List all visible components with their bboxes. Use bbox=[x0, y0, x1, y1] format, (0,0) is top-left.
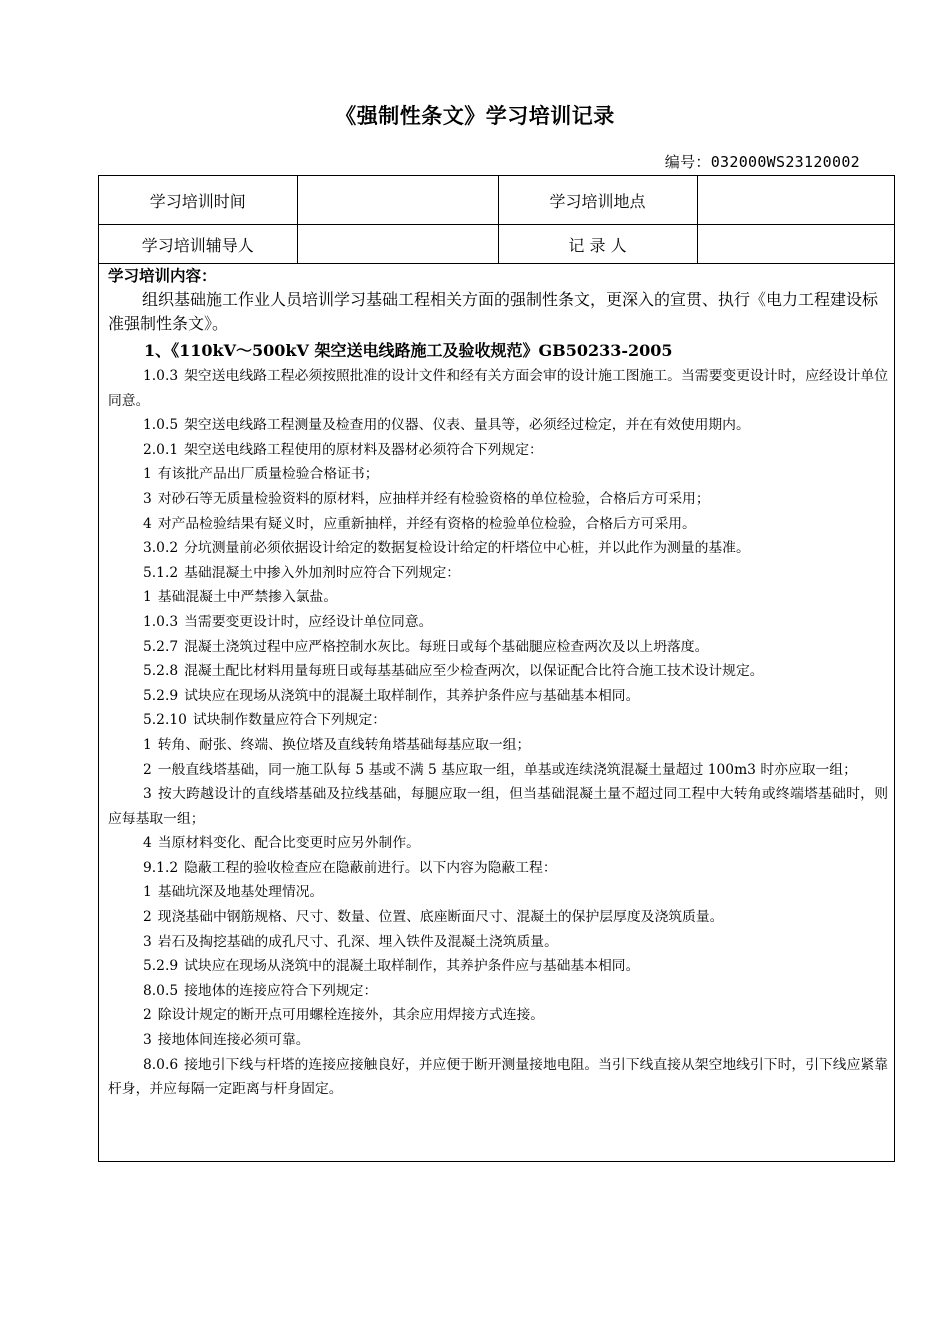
page-title: 《强制性条文》学习培训记录 bbox=[335, 103, 615, 128]
clause-item bbox=[108, 930, 888, 955]
clause-item bbox=[108, 708, 888, 733]
clause-number: 4 bbox=[143, 835, 152, 852]
clause-text: 接地体间连接必须可靠。 bbox=[157, 1032, 310, 1049]
clause-text: 分坑测量前必须依据设计给定的数据复检设计给定的杆塔位中心桩，并以此作为测量的基准。 bbox=[184, 540, 750, 557]
clause-item bbox=[108, 610, 888, 635]
clause-number: 5.1.2 bbox=[143, 564, 179, 581]
place-label: 学习培训地点 bbox=[498, 176, 697, 225]
clause-item bbox=[108, 413, 888, 438]
clause-text: 架空送电线路工程使用的原材料及器材必须符合下列规定： bbox=[184, 441, 543, 458]
clause-item bbox=[108, 831, 888, 856]
clause-text: 试块应在现场从浇筑中的混凝土取样制作，其养护条件应与基础基本相同。 bbox=[184, 687, 640, 704]
clause-item bbox=[108, 733, 888, 758]
clause-number: 2.0.1 bbox=[143, 441, 179, 458]
time-value-field[interactable] bbox=[297, 176, 498, 225]
clause-number: 2 bbox=[143, 1007, 152, 1024]
clause-number: 3 bbox=[143, 786, 152, 803]
clause-number: 3 bbox=[143, 490, 152, 507]
clause-list bbox=[108, 364, 888, 1102]
clause-item bbox=[108, 758, 888, 783]
clause-item bbox=[108, 438, 888, 463]
clause-text: 隐蔽工程的验收检查应在隐蔽前进行。以下内容为隐蔽工程： bbox=[184, 859, 557, 876]
clause-item bbox=[108, 561, 888, 586]
clause-text: 混凝土配比材料用量每班日或每基基础应至少检查两次，以保证配合比符合施工技术设计规定。 bbox=[184, 663, 764, 680]
clause-text: 岩石及掏挖基础的成孔尺寸、孔深、埋入铁件及混凝土浇筑质量。 bbox=[157, 933, 558, 950]
clause-item bbox=[108, 1053, 888, 1102]
clause-text: 架空送电线路工程必须按照批准的设计文件和经有关方面会审的设计施工图施工。当需要变更设计时，应经设计单位同意。 bbox=[108, 368, 888, 409]
content-heading: 学习培训内容： bbox=[108, 266, 217, 285]
clause-item bbox=[108, 782, 888, 831]
clause-item bbox=[108, 364, 888, 413]
clause-number: 1.0.5 bbox=[143, 417, 179, 434]
clause-number: 5.2.9 bbox=[143, 958, 179, 975]
content-intro: 组织基础施工作业人员培训学习基础工程相关方面的强制性条文，更深入的宣贯、执行《电力工程建设标准强制性条文》。 bbox=[108, 290, 879, 333]
clause-text: 对产品检验结果有疑义时，应重新抽样，并经有资格的检验单位检验，合格后方可采用。 bbox=[157, 515, 696, 532]
clause-text: 基础混凝土中掺入外加剂时应符合下列规定： bbox=[184, 564, 461, 581]
clause-text: 当需要变更设计时，应经设计单位同意。 bbox=[184, 613, 433, 630]
clause-text: 转角、耐张、终端、换位塔及直线转角塔基础每基应取一组； bbox=[157, 736, 531, 753]
clause-text: 接地体的连接应符合下列规定： bbox=[184, 982, 378, 999]
clause-number: 1 bbox=[143, 884, 152, 901]
clause-text: 试块应在现场从浇筑中的混凝土取样制作，其养护条件应与基础基本相同。 bbox=[184, 958, 640, 975]
clause-number: 2 bbox=[143, 909, 152, 926]
clause-number: 5.2.8 bbox=[143, 663, 179, 680]
clause-item bbox=[108, 1028, 888, 1053]
time-label: 学习培训时间 bbox=[99, 176, 297, 225]
clause-item bbox=[108, 1003, 888, 1028]
header-row-tutor-recorder bbox=[99, 225, 894, 264]
clause-number: 1 bbox=[143, 466, 152, 483]
clause-text: 对砂石等无质量检验资料的原材料，应抽样并经有检验资格的单位检验，合格后方可采用； bbox=[157, 490, 710, 507]
clause-item bbox=[108, 536, 888, 561]
clause-item bbox=[108, 635, 888, 660]
clause-number: 5.2.9 bbox=[143, 687, 179, 704]
clause-text: 现浇基础中钢筋规格、尺寸、数量、位置、底座断面尺寸、混凝土的保护层厚度及浇筑质量。 bbox=[157, 909, 724, 926]
training-content bbox=[99, 264, 894, 1102]
clause-number: 1 bbox=[143, 736, 152, 753]
clause-item bbox=[108, 856, 888, 881]
clause-number: 1.0.3 bbox=[143, 613, 179, 630]
clause-item bbox=[108, 954, 888, 979]
clause-text: 基础坑深及地基处理情况。 bbox=[157, 884, 324, 901]
clause-text: 基础混凝土中严禁掺入氯盐。 bbox=[157, 589, 338, 606]
clause-text: 接地引下线与杆塔的连接应接触良好，并应便于断开测量接地电阻。当引下线直接从架空地线引下时，引下线应紧靠杆身，并应每隔一定距离与杆身固定。 bbox=[108, 1056, 888, 1098]
clause-number: 5.2.7 bbox=[143, 638, 179, 655]
clause-text: 当原材料变化、配合比变更时应另外制作。 bbox=[157, 835, 420, 852]
clause-number: 8.0.6 bbox=[143, 1056, 179, 1073]
clause-text: 除设计规定的断开点可用螺栓连接外，其余应用焊接方式连接。 bbox=[157, 1007, 545, 1024]
clause-item bbox=[108, 585, 888, 610]
tutor-value-field[interactable] bbox=[297, 225, 498, 264]
clause-number: 2 bbox=[143, 761, 152, 778]
clause-number: 9.1.2 bbox=[143, 859, 179, 876]
document-number: 编号：032000WS23120002 bbox=[664, 153, 860, 171]
clause-number: 3.0.2 bbox=[143, 540, 179, 557]
clause-number: 8.0.5 bbox=[143, 982, 179, 999]
clause-item bbox=[108, 462, 888, 487]
recorder-value-field[interactable] bbox=[697, 225, 894, 264]
clause-text: 按大跨越设计的直线塔基础及拉线基础，每腿应取一组，但当基础混凝土量不超过同工程中大转角或终端塔基础时，则应每基取一组； bbox=[108, 786, 888, 827]
clause-number: 1.0.3 bbox=[143, 368, 179, 384]
clause-text: 试块制作数量应符合下列规定： bbox=[192, 712, 387, 729]
record-form bbox=[98, 175, 895, 1162]
clause-text: 一般直线塔基础，同一施工队每 5 基或不满 5 基应取一组，单基或连续浇筑混凝土量超过 100m3 时亦应取一组； bbox=[157, 761, 857, 778]
clause-item bbox=[108, 905, 888, 930]
clause-number: 4 bbox=[143, 515, 152, 532]
header-table bbox=[99, 176, 894, 264]
header-row-time-place bbox=[99, 176, 894, 225]
clause-text: 架空送电线路工程测量及检查用的仪器、仪表、量具等，必须经过检定，并在有效使用期内。 bbox=[184, 417, 750, 434]
clause-item bbox=[108, 880, 888, 905]
clause-item bbox=[108, 979, 888, 1004]
recorder-label: 记 录 人 bbox=[498, 225, 697, 264]
clause-item bbox=[108, 487, 888, 512]
place-value-field[interactable] bbox=[697, 176, 894, 225]
clause-number: 3 bbox=[143, 1032, 152, 1049]
clause-text: 混凝土浇筑过程中应严格控制水灰比。每班日或每个基础腿应检查两次及以上坍落度。 bbox=[184, 638, 709, 655]
clause-item bbox=[108, 684, 888, 709]
clause-item bbox=[108, 659, 888, 684]
clause-item bbox=[108, 512, 888, 537]
tutor-label: 学习培训辅导人 bbox=[99, 225, 297, 264]
clause-number: 3 bbox=[143, 933, 152, 950]
clause-number: 1 bbox=[143, 589, 152, 606]
clause-number: 5.2.10 bbox=[143, 712, 187, 729]
standard-title: 1、《110kV～500kV 架空送电线路施工及验收规范》GB50233-2005 bbox=[144, 341, 673, 360]
clause-text: 有该批产品出厂质量检验合格证书； bbox=[157, 466, 379, 483]
